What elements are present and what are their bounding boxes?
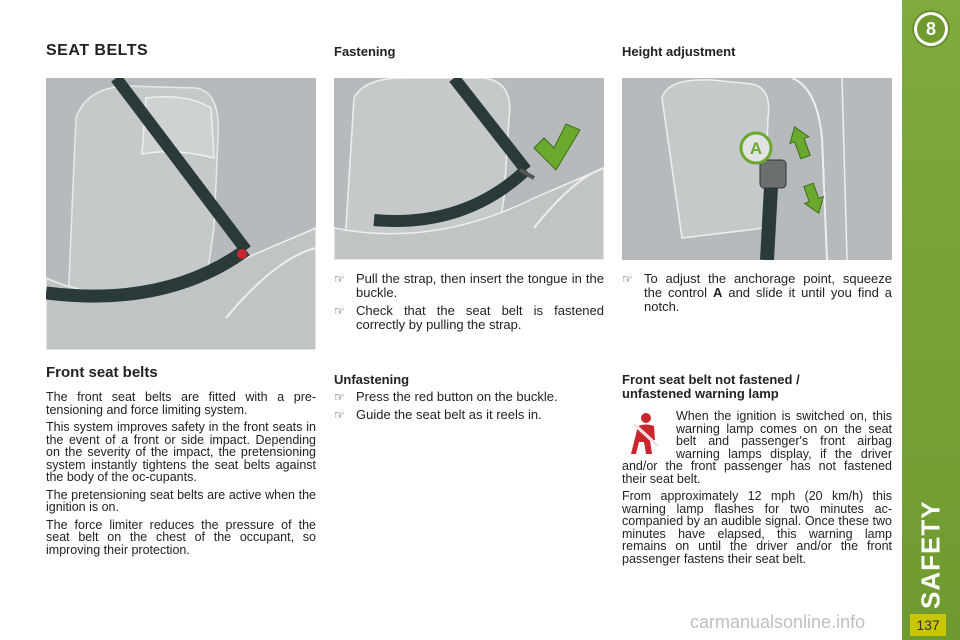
- paragraph-text: When the ignition is switched on, this warning lamp comes on on the seat belt and passenger's front airbag warning lamps display, if the driver and/or the front passenger has not fastened their seat belt.: [622, 409, 892, 486]
- front-seat-belt-illustration: [46, 78, 316, 350]
- step-text: Pull the strap, then insert the tongue in the buckle.: [356, 271, 604, 300]
- page-number: 137: [910, 614, 946, 636]
- list-item: [334, 304, 604, 332]
- step-text: [644, 272, 892, 314]
- pointing-hand-icon: ☞: [334, 272, 345, 286]
- list-item: [334, 272, 604, 300]
- list-item: [622, 272, 892, 314]
- step-text-start: To adjust the anchorage point, squeeze the control: [644, 271, 892, 300]
- front-seat-belts-text: [46, 391, 316, 561]
- list-item: [334, 390, 604, 404]
- control-a-label: A: [749, 139, 763, 158]
- control-reference: A: [713, 285, 723, 300]
- front-seat-belts-heading: Front seat belts: [46, 364, 158, 381]
- fastening-illustration: [334, 78, 604, 260]
- step-text: Guide the seat belt as it reels in.: [356, 407, 542, 422]
- height-adjustment-heading: Height adjustment: [622, 44, 736, 59]
- warning-lamp-heading: Front seat belt not fastened / unfastened warning lamp: [622, 372, 800, 401]
- icon-spacer: [622, 410, 676, 458]
- paragraph: This system improves safety in the front seats in the event of a front or side impact. Depending on the severity of the impact, the pretensioning system instantly tightens the seat belts against the body of the oc-cupants.: [46, 420, 316, 484]
- watermark: carmanualsonline.info: [690, 612, 866, 632]
- fastening-steps: [334, 272, 604, 336]
- pointing-hand-icon: ☞: [334, 390, 345, 404]
- page-title: SEAT BELTS: [46, 42, 149, 59]
- unfastening-heading: Unfastening: [334, 372, 410, 387]
- chapter-number: 8: [917, 15, 945, 43]
- fastening-heading: Fastening: [334, 44, 396, 59]
- step-text: Press the red button on the buckle.: [356, 389, 558, 404]
- unfastening-steps: [334, 390, 604, 426]
- paragraph: From approximately 12 mph (20 km/h) this warning lamp flashes for two minutes ac-companied by an audible signal. Once these two minutes have elapsed, this warning lamp remains on until the driver and/or the front passenger fastens their seat belt.: [622, 489, 892, 566]
- pointing-hand-icon: ☞: [334, 304, 345, 318]
- paragraph: The force limiter reduces the pressure of the seat belt on the chest of the occupant, so improving their protection.: [46, 517, 316, 557]
- paragraph: The front seat belts are fitted with a pre-tensioning and force limiting system.: [46, 390, 316, 417]
- warning-lamp-text: [622, 410, 892, 570]
- height-adjustment-illustration: [622, 78, 892, 260]
- chapter-number-badge: [912, 10, 950, 48]
- step-text: Check that the seat belt is fastened correctly by pulling the strap.: [356, 303, 604, 332]
- height-adjustment-steps: [622, 272, 892, 318]
- pointing-hand-icon: ☞: [622, 272, 633, 286]
- paragraph: The pretensioning seat belts are active when the ignition is on.: [46, 487, 316, 514]
- pointing-hand-icon: ☞: [334, 408, 345, 422]
- paragraph: [622, 410, 892, 485]
- step-text-end: and slide it until you find a notch.: [644, 285, 892, 314]
- chapter-title: SAFETY: [915, 500, 946, 610]
- list-item: [334, 408, 604, 422]
